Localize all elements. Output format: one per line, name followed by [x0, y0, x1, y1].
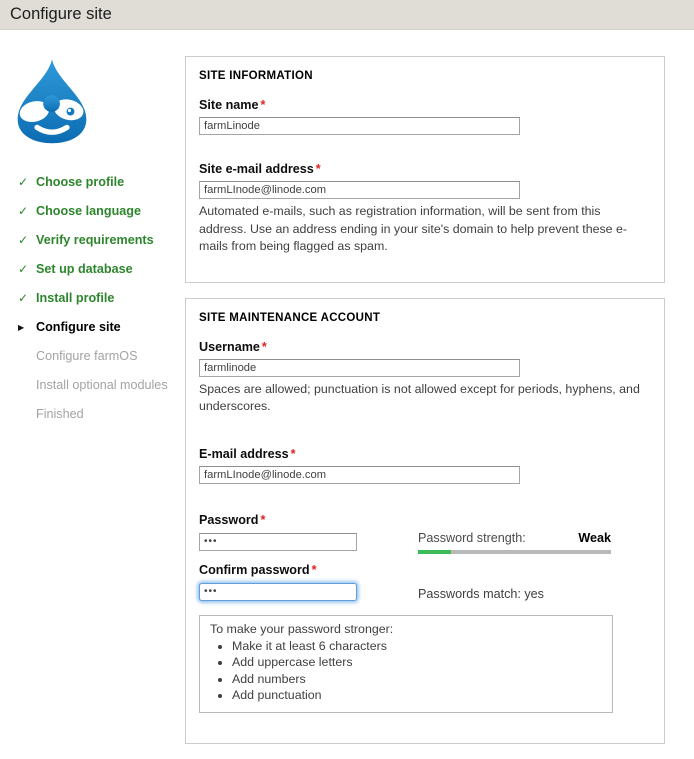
password-suggestions-list	[210, 638, 602, 704]
username-form-item	[199, 340, 651, 416]
page-body	[0, 30, 694, 759]
password-strength-indicator	[418, 513, 611, 554]
required-marker: *	[260, 513, 266, 528]
password-label: Password *	[199, 513, 266, 528]
install-task-list	[8, 174, 185, 422]
password-suggestions-box	[199, 615, 613, 713]
site-email-label: Site e-mail address *	[199, 162, 321, 176]
task-label: Choose language	[36, 204, 141, 218]
task-label: Install profile	[36, 291, 115, 305]
task-label: Finished	[36, 407, 84, 421]
task-choose-profile	[18, 174, 185, 190]
confirm-password-label: Confirm password *	[199, 563, 317, 578]
task-verify-requirements	[18, 232, 185, 248]
required-marker: *	[315, 162, 321, 176]
task-label: Configure site	[36, 320, 121, 334]
site-email-input[interactable]	[199, 181, 520, 199]
password-suggestion-item: • Add uppercase letters	[232, 654, 602, 670]
arrow-right-icon: ▶	[18, 322, 25, 332]
task-label: Configure farmOS	[36, 349, 138, 363]
task-label: Choose profile	[36, 175, 125, 189]
passwords-match-status	[418, 563, 611, 601]
task-install-optional-modules	[18, 377, 185, 393]
site-email-form-item	[199, 162, 651, 256]
password-strength-bar	[418, 550, 611, 554]
site-information-fieldset	[185, 56, 665, 283]
task-finished	[18, 406, 185, 422]
username-input[interactable]	[199, 359, 520, 377]
username-description: Spaces are allowed; punctuation is not allowed except for periods, hyphens, and underscores.	[199, 381, 640, 414]
password-suggestions-title: To make your password stronger:	[210, 622, 394, 637]
confirm-password-form-item	[199, 563, 418, 601]
check-icon: ✓	[18, 262, 29, 276]
check-icon: ✓	[18, 233, 29, 247]
task-choose-language	[18, 203, 185, 219]
required-marker: *	[260, 98, 266, 112]
password-suggestion-item: • Add punctuation	[232, 687, 602, 703]
task-install-profile	[18, 290, 185, 306]
required-marker: *	[290, 447, 296, 462]
check-icon: ✓	[18, 175, 29, 189]
task-label: Set up database	[36, 262, 133, 276]
account-email-form-item	[199, 447, 651, 484]
task-label: Install optional modules	[36, 378, 168, 392]
site-information-legend: SITE INFORMATION	[199, 70, 313, 82]
task-configure-farmos	[18, 348, 185, 364]
site-maintenance-account-fieldset	[185, 298, 665, 744]
username-label: Username *	[199, 339, 267, 354]
required-marker: *	[261, 339, 267, 354]
site-name-input[interactable]	[199, 117, 520, 135]
configure-site-form	[185, 56, 665, 759]
password-suggestion-item: • Add numbers	[232, 671, 602, 687]
confirm-password-row	[199, 563, 651, 601]
page-title: Configure site	[0, 0, 694, 30]
task-configure-site-current	[18, 319, 185, 335]
task-set-up-database	[18, 261, 185, 277]
account-email-label: E-mail address *	[199, 447, 296, 462]
password-row	[199, 513, 651, 554]
password-form-item	[199, 513, 418, 554]
druplicon-logo	[8, 56, 96, 146]
password-strength-title: Password strength:	[418, 531, 526, 546]
site-email-description: Automated e-mails, such as registration information, will be sent from this address. Use an address ending in your site's domain to help prevent these e-mails from being flagged as spam.	[199, 204, 628, 254]
password-strength-bar-fill	[418, 550, 451, 554]
required-marker: *	[311, 563, 317, 578]
site-name-label: Site name *	[199, 98, 266, 112]
password-suggestion-item: • Make it at least 6 characters	[232, 638, 602, 654]
site-name-form-item	[199, 98, 651, 135]
task-label: Verify requirements	[36, 233, 154, 247]
site-maintenance-account-legend: SITE MAINTENANCE ACCOUNT	[199, 311, 381, 324]
password-input[interactable]	[199, 533, 357, 551]
check-icon: ✓	[18, 204, 29, 218]
account-email-input[interactable]	[199, 466, 520, 484]
passwords-match-text: Passwords match: yes	[418, 587, 544, 602]
install-tasks-sidebar	[0, 56, 185, 759]
confirm-password-input[interactable]	[199, 583, 357, 601]
check-icon: ✓	[18, 291, 29, 305]
password-strength-level: Weak	[578, 531, 611, 546]
